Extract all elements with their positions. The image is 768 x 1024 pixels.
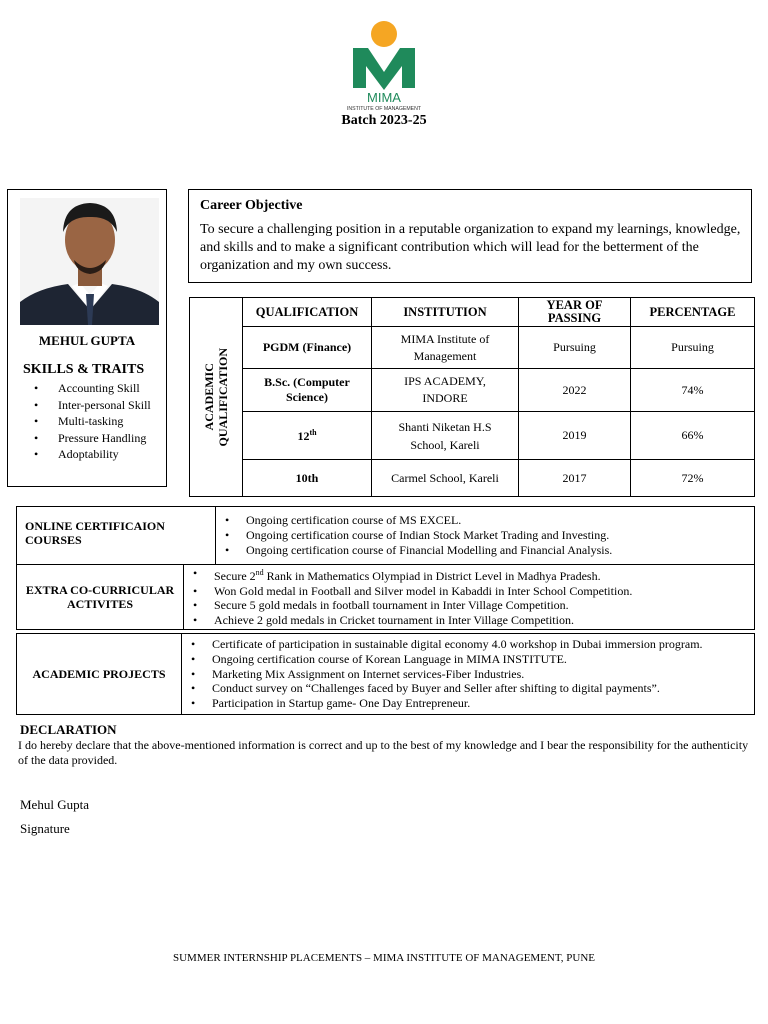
qualification-table	[189, 297, 755, 497]
cell-year: 2022	[519, 369, 631, 412]
online-courses-label: ONLINE CERTIFICAION COURSES	[17, 507, 216, 565]
declaration-title: DECLARATION	[20, 722, 117, 737]
logo-subtext: INSTITUTE OF MANAGEMENT	[346, 106, 422, 112]
extra-item-post: Rank in Mathematics Olympiad in District Level in Madhya Pradesh.	[263, 569, 601, 583]
table-row	[190, 460, 755, 497]
qualification-sup: th	[309, 427, 317, 437]
side-label-qualification: QUALIFICATION	[216, 347, 230, 447]
academic-qualification-label	[190, 298, 243, 497]
list-item: • Ongoing certification course of MS EXCEL.	[246, 513, 753, 528]
table-row	[190, 327, 755, 369]
table-row	[190, 369, 755, 412]
skill-item: • Adoptability	[58, 446, 151, 463]
cell-qualification: PGDM (Finance)	[243, 327, 372, 369]
list-item: • Participation in Startup game- One Day Entrepreneur.	[212, 696, 753, 711]
cell-qualification	[243, 412, 372, 460]
header-institution: INSTITUTION	[372, 298, 519, 327]
academic-projects-cell	[182, 634, 755, 715]
academic-projects-label: ACADEMIC PROJECTS	[17, 634, 182, 715]
list-item: • Achieve 2 gold medals in Cricket tournament in Inter Village Competition.	[214, 613, 753, 628]
list-item: • Ongoing certification course of Korean Language in MIMA INSTITUTE.	[212, 652, 753, 667]
skill-item: • Multi-tasking	[58, 413, 151, 430]
extra-curricular-cell	[184, 565, 755, 630]
cell-percentage: Pursuing	[631, 327, 755, 369]
list-item: • Won Gold medal in Football and Silver model in Kabaddi in Inter School Competition.	[214, 584, 753, 599]
cell-institution: IPS ACADEMY, INDORE	[372, 369, 519, 412]
header-percentage: PERCENTAGE	[631, 298, 755, 327]
header-year: YEAR OF PASSING	[519, 298, 631, 327]
academic-projects-table	[16, 633, 755, 715]
mima-logo	[334, 20, 434, 112]
cell-year: Pursuing	[519, 327, 631, 369]
cell-percentage: 66%	[631, 412, 755, 460]
extra-item-pre: Secure 2	[214, 569, 256, 583]
skills-list	[20, 380, 151, 463]
signature-label: Signature	[20, 821, 70, 836]
extra-curricular-table	[16, 564, 755, 630]
skill-item: • Pressure Handling	[58, 430, 151, 447]
qualification-12: 12	[297, 428, 310, 443]
online-courses-list	[217, 513, 753, 557]
list-item: • Secure 5 gold medals in football tournament in Inter Village Competition.	[214, 598, 753, 613]
cell-percentage: 74%	[631, 369, 755, 412]
logo-text: MIMA	[367, 90, 401, 105]
online-courses-table	[16, 506, 755, 565]
academic-projects-list	[183, 637, 753, 711]
cell-institution: Shanti Niketan H.S School, Kareli	[372, 412, 519, 460]
online-courses-cell	[216, 507, 755, 565]
header-qualification: QUALIFICATION	[243, 298, 372, 327]
logo-m-icon	[353, 48, 415, 90]
list-item: • Certificate of participation in sustainable digital economy 4.0 workshop in Dubai immersion program.	[212, 637, 753, 652]
extra-item-sup: nd	[255, 568, 264, 577]
table-row	[190, 412, 755, 460]
career-objective-title: Career Objective	[200, 198, 303, 213]
cell-qualification: 10th	[243, 460, 372, 497]
signer-name: Mehul Gupta	[20, 797, 89, 812]
cell-qualification: B.Sc. (Computer Science)	[243, 369, 372, 412]
cell-percentage: 72%	[631, 460, 755, 497]
logo-sun-icon	[371, 21, 397, 47]
skill-item: • Inter-personal Skill	[58, 397, 151, 414]
cell-institution: Carmel School, Kareli	[372, 460, 519, 497]
candidate-name: MEHUL GUPTA	[38, 333, 136, 348]
list-item: • Marketing Mix Assignment on Internet services-Fiber Industries.	[212, 667, 753, 682]
skills-title: SKILLS & TRAITS	[23, 362, 145, 377]
profile-photo	[20, 198, 159, 325]
career-objective-text: To secure a challenging position in a reputable organization to expand my learnings, knowledge, and skills and to make a significant contribution which will lead for the betterment of the organization and my own success.	[200, 222, 741, 273]
cell-year: 2019	[519, 412, 631, 460]
career-objective-box	[188, 189, 752, 283]
skill-item: • Accounting Skill	[58, 380, 151, 397]
side-label-academic: ACADEMIC	[202, 363, 216, 431]
page-footer: SUMMER INTERNSHIP PLACEMENTS – MIMA INSTITUTE OF MANAGEMENT, PUNE	[173, 952, 595, 964]
extra-curricular-label: EXTRA CO-CURRICULAR ACTIVITES	[17, 565, 184, 630]
list-item: • Ongoing certification course of Indian Stock Market Trading and Investing.	[246, 528, 753, 543]
list-item	[214, 566, 753, 584]
list-item: • Ongoing certification course of Financial Modelling and Financial Analysis.	[246, 543, 753, 558]
extra-curricular-list	[185, 566, 753, 628]
list-item: • Conduct survey on “Challenges faced by Buyer and Seller after shifting to digital payments”.	[212, 681, 753, 696]
cell-year: 2017	[519, 460, 631, 497]
declaration-text: I do hereby declare that the above-mentioned information is correct and up to the best of my knowledge and I bear the responsibility for the authenticity of the data provided.	[18, 738, 749, 767]
batch-label: Batch 2023-25	[341, 113, 427, 128]
cell-institution: MIMA Institute of Management	[372, 327, 519, 369]
